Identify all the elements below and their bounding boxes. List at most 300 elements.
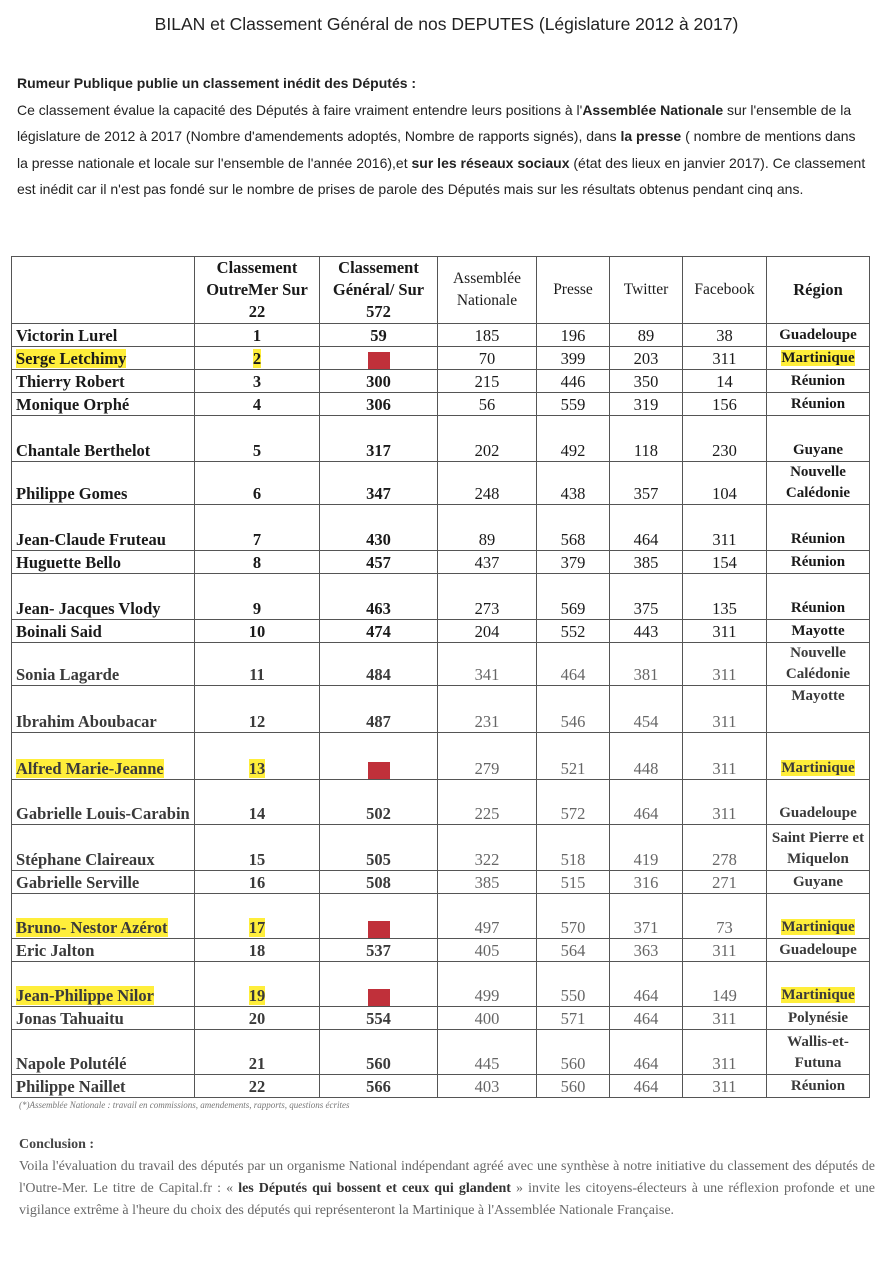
outremer-rank-cell bbox=[195, 733, 320, 780]
region: Mayotte bbox=[791, 688, 845, 704]
general-rank-cell bbox=[320, 825, 438, 871]
twitter-score: 89 bbox=[637, 326, 655, 345]
general-rank: 474 bbox=[366, 622, 391, 641]
twitter-score: 371 bbox=[633, 918, 659, 937]
region-cell bbox=[767, 505, 870, 551]
assemblee-score-cell bbox=[438, 939, 537, 962]
table-row bbox=[12, 643, 870, 686]
twitter-score: 464 bbox=[633, 1054, 659, 1073]
assemblee-score-cell bbox=[438, 825, 537, 871]
facebook-score: 311 bbox=[712, 530, 737, 549]
region: Guadeloupe bbox=[779, 942, 857, 958]
general-rank-cell bbox=[320, 686, 438, 733]
region: Réunion bbox=[790, 531, 846, 547]
intro-bold-reseaux: sur les réseaux sociaux bbox=[411, 154, 570, 171]
region-cell bbox=[767, 574, 870, 620]
general-rank-cell bbox=[320, 393, 438, 416]
presse-score: 492 bbox=[560, 441, 586, 460]
twitter-score: 419 bbox=[633, 850, 659, 869]
twitter-score-cell bbox=[610, 370, 683, 393]
assemblee-score-cell bbox=[438, 505, 537, 551]
table-row bbox=[12, 825, 870, 871]
presse-score-cell bbox=[537, 1007, 610, 1030]
outremer-rank-cell bbox=[195, 370, 320, 393]
general-rank: 457 bbox=[366, 553, 391, 572]
table-row bbox=[12, 574, 870, 620]
presse-score-cell bbox=[537, 686, 610, 733]
header-region: Région bbox=[767, 257, 870, 324]
outremer-rank-cell bbox=[195, 939, 320, 962]
intro-bold-assemblee: Assemblée Nationale bbox=[582, 101, 724, 118]
table-row bbox=[12, 620, 870, 643]
assemblee-score: 385 bbox=[474, 873, 500, 892]
region: Polynésie bbox=[788, 1010, 848, 1026]
table-body bbox=[12, 324, 870, 1098]
presse-score: 564 bbox=[560, 941, 586, 960]
twitter-score-cell bbox=[610, 393, 683, 416]
twitter-score-cell bbox=[610, 939, 683, 962]
region-cell bbox=[767, 939, 870, 962]
facebook-score-cell bbox=[683, 462, 767, 505]
deputy-name: Monique Orphé bbox=[16, 395, 130, 414]
assemblee-score-cell bbox=[438, 871, 537, 894]
assemblee-score: 215 bbox=[474, 372, 500, 391]
header-name bbox=[12, 257, 195, 324]
assemblee-score-cell bbox=[438, 574, 537, 620]
facebook-score-cell bbox=[683, 620, 767, 643]
twitter-score: 381 bbox=[633, 665, 659, 684]
header-outremer: Classement OutreMer Sur 22 bbox=[195, 257, 320, 324]
assemblee-score: 89 bbox=[478, 530, 496, 549]
region: Réunion bbox=[790, 554, 846, 570]
deputy-name-cell bbox=[12, 393, 195, 416]
twitter-score-cell bbox=[610, 1030, 683, 1075]
presse-score-cell bbox=[537, 462, 610, 505]
general-rank: 484 bbox=[366, 665, 391, 684]
table-row bbox=[12, 393, 870, 416]
facebook-score-cell bbox=[683, 780, 767, 825]
redacted-rank-mark bbox=[368, 352, 390, 369]
twitter-score-cell bbox=[610, 780, 683, 825]
deputy-name: Philippe Naillet bbox=[16, 1077, 126, 1096]
redacted-rank-mark bbox=[368, 921, 390, 938]
presse-score-cell bbox=[537, 574, 610, 620]
deputy-name: Boinali Said bbox=[16, 622, 102, 641]
region-cell bbox=[767, 686, 870, 733]
assemblee-score: 56 bbox=[478, 395, 496, 414]
facebook-score: 311 bbox=[712, 1009, 737, 1028]
region-cell bbox=[767, 393, 870, 416]
outremer-rank-cell bbox=[195, 686, 320, 733]
facebook-score: 104 bbox=[712, 484, 737, 503]
presse-score: 569 bbox=[560, 599, 586, 618]
presse-score: 550 bbox=[560, 986, 586, 1005]
assemblee-score: 400 bbox=[474, 1009, 500, 1028]
facebook-score-cell bbox=[683, 894, 767, 939]
twitter-score: 464 bbox=[633, 1077, 659, 1096]
presse-score: 515 bbox=[560, 873, 586, 892]
twitter-score-cell bbox=[610, 620, 683, 643]
outremer-rank: 1 bbox=[252, 326, 262, 345]
outremer-rank: 22 bbox=[248, 1077, 266, 1096]
deputy-name: Napole Polutélé bbox=[16, 1054, 127, 1073]
region: Réunion bbox=[790, 1078, 846, 1094]
table-row bbox=[12, 871, 870, 894]
outremer-rank: 12 bbox=[248, 712, 266, 731]
intro-text-4: (état des lieux en janvier 2017). Ce classement est inédit car il n'est pas fondé sur le nombre de prises de parole des Députés mais sur les résultats obtenus pendant cinq ans. bbox=[17, 154, 866, 197]
presse-score: 572 bbox=[560, 804, 586, 823]
presse-score-cell bbox=[537, 780, 610, 825]
outremer-rank-cell bbox=[195, 894, 320, 939]
twitter-score: 454 bbox=[633, 712, 659, 731]
general-rank-cell bbox=[320, 551, 438, 574]
deputy-name: Victorin Lurel bbox=[16, 326, 118, 345]
table-row bbox=[12, 347, 870, 370]
outremer-rank: 14 bbox=[248, 804, 266, 823]
table-row bbox=[12, 551, 870, 574]
region-cell bbox=[767, 551, 870, 574]
outremer-rank-cell bbox=[195, 551, 320, 574]
presse-score-cell bbox=[537, 643, 610, 686]
outremer-rank: 7 bbox=[252, 530, 262, 549]
table-row bbox=[12, 416, 870, 462]
intro-text-1: Ce classement évalue la capacité des Députés à faire vraiment entendre leurs positions à l' bbox=[17, 101, 583, 118]
deputy-name: Jean- Jacques Vlody bbox=[16, 599, 161, 618]
general-rank-cell bbox=[320, 1075, 438, 1098]
twitter-score-cell bbox=[610, 574, 683, 620]
twitter-score-cell bbox=[610, 686, 683, 733]
region-cell bbox=[767, 620, 870, 643]
table-row bbox=[12, 370, 870, 393]
table-row bbox=[12, 1007, 870, 1030]
region-cell bbox=[767, 962, 870, 1007]
twitter-score: 464 bbox=[633, 986, 659, 1005]
general-rank: 566 bbox=[366, 1077, 391, 1096]
outremer-rank-cell bbox=[195, 347, 320, 370]
outremer-rank: 20 bbox=[248, 1009, 266, 1028]
presse-score-cell bbox=[537, 894, 610, 939]
deputy-name: Ibrahim Aboubacar bbox=[16, 712, 157, 731]
twitter-score: 443 bbox=[633, 622, 659, 641]
outremer-rank-cell bbox=[195, 643, 320, 686]
presse-score-cell bbox=[537, 825, 610, 871]
assemblee-score: 403 bbox=[474, 1077, 500, 1096]
presse-score: 560 bbox=[560, 1077, 586, 1096]
twitter-score-cell bbox=[610, 551, 683, 574]
facebook-score-cell bbox=[683, 733, 767, 780]
region-cell bbox=[767, 462, 870, 505]
twitter-score: 203 bbox=[633, 349, 659, 368]
intro-bold-presse: la presse bbox=[620, 128, 682, 144]
presse-score-cell bbox=[537, 1075, 610, 1098]
region-cell bbox=[767, 324, 870, 347]
page-title: BILAN et Classement Général de nos DEPUTES (Législature 2012 à 2017) bbox=[154, 14, 739, 34]
region-cell bbox=[767, 825, 870, 871]
general-rank-cell bbox=[320, 1030, 438, 1075]
region: Réunion bbox=[790, 396, 846, 412]
general-rank-cell bbox=[320, 871, 438, 894]
facebook-score-cell bbox=[683, 1007, 767, 1030]
deputy-name-cell bbox=[12, 686, 195, 733]
facebook-score-cell bbox=[683, 416, 767, 462]
general-rank: 430 bbox=[366, 530, 391, 549]
header-general: Classement Général/ Sur 572 bbox=[320, 257, 438, 324]
deputy-name-cell bbox=[12, 416, 195, 462]
deputy-name-cell bbox=[12, 894, 195, 939]
table-row bbox=[12, 505, 870, 551]
facebook-score-cell bbox=[683, 643, 767, 686]
outremer-rank: 21 bbox=[248, 1054, 266, 1073]
assemblee-score-cell bbox=[438, 462, 537, 505]
intro-lead: Rumeur Publique publie un classement inédit des Députés : bbox=[17, 75, 417, 91]
assemblee-score-cell bbox=[438, 416, 537, 462]
facebook-score-cell bbox=[683, 347, 767, 370]
region-cell bbox=[767, 871, 870, 894]
outremer-rank-cell bbox=[195, 871, 320, 894]
region-cell bbox=[767, 894, 870, 939]
general-rank: 502 bbox=[366, 804, 391, 823]
facebook-score: 311 bbox=[712, 941, 737, 960]
facebook-score-cell bbox=[683, 370, 767, 393]
presse-score-cell bbox=[537, 733, 610, 780]
outremer-rank-cell bbox=[195, 393, 320, 416]
general-rank-cell bbox=[320, 962, 438, 1007]
header-presse: Presse bbox=[537, 257, 610, 324]
presse-score-cell bbox=[537, 551, 610, 574]
deputy-name-cell bbox=[12, 462, 195, 505]
deputy-name-cell bbox=[12, 1007, 195, 1030]
twitter-score: 350 bbox=[633, 372, 659, 391]
facebook-score: 149 bbox=[712, 986, 737, 1005]
twitter-score-cell bbox=[610, 825, 683, 871]
outremer-rank: 17 bbox=[248, 918, 266, 937]
region: Martinique bbox=[781, 760, 855, 776]
assemblee-score-cell bbox=[438, 393, 537, 416]
deputy-name: Jean-Philippe Nilor bbox=[16, 986, 154, 1005]
outremer-rank: 16 bbox=[248, 873, 266, 892]
facebook-score-cell bbox=[683, 1075, 767, 1098]
twitter-score: 464 bbox=[633, 530, 659, 549]
deputy-name-cell bbox=[12, 620, 195, 643]
facebook-score-cell bbox=[683, 393, 767, 416]
outremer-rank-cell bbox=[195, 1075, 320, 1098]
deputy-name-cell bbox=[12, 505, 195, 551]
twitter-score: 357 bbox=[633, 484, 659, 503]
assemblee-score: 248 bbox=[474, 484, 500, 503]
region: Guyane bbox=[792, 442, 843, 458]
table-header-row bbox=[12, 257, 870, 324]
assemblee-score-cell bbox=[438, 733, 537, 780]
conclusion-text-1: Voila l'évaluation du travail des députés par un organisme National indépendant agréé avec une synthèse à notre initiative du classement des députés de l'Outre-Mer. Le titre de Capital.fr : « bbox=[19, 1159, 875, 1196]
footnote: (*)Assemblée Nationale : travail en commissions, amendements, rapports, questions écrites bbox=[19, 1100, 350, 1110]
facebook-score: 154 bbox=[712, 553, 737, 572]
facebook-score-cell bbox=[683, 551, 767, 574]
presse-score-cell bbox=[537, 939, 610, 962]
facebook-score: 230 bbox=[712, 441, 737, 460]
assemblee-score-cell bbox=[438, 551, 537, 574]
facebook-score: 311 bbox=[712, 665, 737, 684]
facebook-score: 311 bbox=[712, 804, 737, 823]
deputy-name-cell bbox=[12, 574, 195, 620]
deputy-name-cell bbox=[12, 825, 195, 871]
assemblee-score-cell bbox=[438, 962, 537, 1007]
twitter-score-cell bbox=[610, 1075, 683, 1098]
intro-text-2: sur l'ensemble de la législature de 2012 à 2017 (Nombre d'amendements adoptés, Nombre de rapports signés), dans bbox=[17, 101, 852, 144]
general-rank: 487 bbox=[366, 712, 391, 731]
deputy-name-cell bbox=[12, 370, 195, 393]
assemblee-score: 202 bbox=[474, 441, 500, 460]
deputy-name: Philippe Gomes bbox=[16, 484, 128, 503]
outremer-rank: 6 bbox=[252, 484, 262, 503]
redacted-rank-mark bbox=[368, 989, 390, 1006]
assemblee-score-cell bbox=[438, 370, 537, 393]
presse-score: 560 bbox=[560, 1054, 586, 1073]
twitter-score-cell bbox=[610, 347, 683, 370]
twitter-score: 319 bbox=[633, 395, 659, 414]
outremer-rank: 10 bbox=[248, 622, 266, 641]
deputy-name: Jonas Tahuaitu bbox=[16, 1009, 124, 1028]
facebook-score: 278 bbox=[712, 850, 737, 869]
deputy-name: Serge Letchimy bbox=[16, 349, 127, 368]
presse-score: 464 bbox=[560, 665, 586, 684]
presse-score-cell bbox=[537, 871, 610, 894]
deputy-name: Huguette Bello bbox=[16, 553, 121, 572]
presse-score-cell bbox=[537, 620, 610, 643]
general-rank: 505 bbox=[366, 850, 391, 869]
presse-score-cell bbox=[537, 416, 610, 462]
assemblee-score-cell bbox=[438, 347, 537, 370]
table-row bbox=[12, 939, 870, 962]
region: Mayotte bbox=[791, 623, 845, 639]
assemblee-score-cell bbox=[438, 1075, 537, 1098]
deputy-name: Eric Jalton bbox=[16, 941, 95, 960]
region: Réunion bbox=[790, 373, 846, 389]
outremer-rank: 4 bbox=[252, 395, 262, 414]
presse-score: 518 bbox=[560, 850, 586, 869]
assemblee-score: 185 bbox=[474, 326, 500, 345]
deputy-name-cell bbox=[12, 1075, 195, 1098]
region-cell bbox=[767, 347, 870, 370]
deputies-ranking-table bbox=[11, 256, 870, 1098]
general-rank-cell bbox=[320, 416, 438, 462]
conclusion-text-2: » invite les citoyens-électeurs à une réflexion profonde et une vigilance extrême à l'heure du choix des députés qui représenteront la Martinique à l'Assemblée Nationale Française. bbox=[19, 1181, 875, 1218]
deputy-name: Stéphane Claireaux bbox=[16, 850, 155, 869]
header-twitter: Twitter bbox=[610, 257, 683, 324]
outremer-rank-cell bbox=[195, 505, 320, 551]
region-cell bbox=[767, 780, 870, 825]
region: Martinique bbox=[781, 919, 855, 935]
region-cell bbox=[767, 416, 870, 462]
region-cell bbox=[767, 1075, 870, 1098]
assemblee-score: 437 bbox=[474, 553, 500, 572]
deputy-name: Thierry Robert bbox=[16, 372, 125, 391]
presse-score: 438 bbox=[560, 484, 586, 503]
outremer-rank-cell bbox=[195, 1030, 320, 1075]
outremer-rank: 8 bbox=[252, 553, 262, 572]
redacted-rank-mark bbox=[368, 762, 390, 779]
region: Wallis-et-Futuna bbox=[787, 1034, 849, 1071]
region-cell bbox=[767, 733, 870, 780]
facebook-score: 311 bbox=[712, 1077, 737, 1096]
deputy-name: Chantale Berthelot bbox=[16, 441, 151, 460]
facebook-score: 311 bbox=[712, 1054, 737, 1073]
outremer-rank: 2 bbox=[252, 349, 262, 368]
twitter-score-cell bbox=[610, 733, 683, 780]
deputy-name: Bruno- Nestor Azérot bbox=[16, 918, 168, 937]
region: Guadeloupe bbox=[779, 327, 857, 343]
deputy-name: Gabrielle Serville bbox=[16, 873, 140, 892]
outremer-rank-cell bbox=[195, 825, 320, 871]
general-rank-cell bbox=[320, 574, 438, 620]
assemblee-score: 279 bbox=[474, 759, 500, 778]
facebook-score: 38 bbox=[716, 326, 733, 345]
facebook-score-cell bbox=[683, 324, 767, 347]
presse-score: 521 bbox=[560, 759, 586, 778]
outremer-rank-cell bbox=[195, 324, 320, 347]
table-row bbox=[12, 962, 870, 1007]
deputy-name-cell bbox=[12, 347, 195, 370]
assemblee-score: 497 bbox=[474, 918, 500, 937]
general-rank-cell bbox=[320, 643, 438, 686]
assemblee-score-cell bbox=[438, 780, 537, 825]
assemblee-score: 273 bbox=[474, 599, 500, 618]
table-row bbox=[12, 462, 870, 505]
presse-score-cell bbox=[537, 962, 610, 1007]
general-rank-cell bbox=[320, 939, 438, 962]
assemblee-score: 70 bbox=[478, 349, 496, 368]
facebook-score-cell bbox=[683, 825, 767, 871]
assemblee-score: 499 bbox=[474, 986, 500, 1005]
deputy-name: Jean-Claude Fruteau bbox=[16, 530, 166, 549]
presse-score: 571 bbox=[560, 1009, 586, 1028]
assemblee-score: 204 bbox=[474, 622, 500, 641]
facebook-score: 311 bbox=[712, 712, 737, 731]
facebook-score-cell bbox=[683, 962, 767, 1007]
facebook-score: 156 bbox=[712, 395, 737, 414]
outremer-rank-cell bbox=[195, 1007, 320, 1030]
assemblee-score-cell bbox=[438, 894, 537, 939]
presse-score-cell bbox=[537, 1030, 610, 1075]
twitter-score: 464 bbox=[633, 804, 659, 823]
header-facebook: Facebook bbox=[683, 257, 767, 324]
presse-score: 570 bbox=[560, 918, 586, 937]
presse-score-cell bbox=[537, 347, 610, 370]
facebook-score: 311 bbox=[712, 622, 737, 641]
twitter-score-cell bbox=[610, 505, 683, 551]
deputy-name: Sonia Lagarde bbox=[16, 665, 120, 684]
intro-text-3: ( nombre de mentions dans la presse nationale et locale sur l'ensemble de l'année 2016),et bbox=[17, 128, 856, 171]
table-row bbox=[12, 324, 870, 347]
outremer-rank: 5 bbox=[252, 441, 262, 460]
table-row bbox=[12, 894, 870, 939]
presse-score-cell bbox=[537, 370, 610, 393]
assemblee-score-cell bbox=[438, 1030, 537, 1075]
assemblee-score: 341 bbox=[474, 665, 500, 684]
outremer-rank-cell bbox=[195, 620, 320, 643]
general-rank-cell bbox=[320, 462, 438, 505]
outremer-rank: 15 bbox=[248, 850, 266, 869]
general-rank: 508 bbox=[366, 873, 391, 892]
deputy-name: Alfred Marie-Jeanne bbox=[16, 759, 164, 778]
twitter-score-cell bbox=[610, 871, 683, 894]
facebook-score: 271 bbox=[712, 873, 737, 892]
region: Martinique bbox=[781, 987, 855, 1003]
assemblee-score: 405 bbox=[474, 941, 500, 960]
general-rank-cell bbox=[320, 1007, 438, 1030]
twitter-score: 118 bbox=[633, 441, 659, 460]
table-row bbox=[12, 780, 870, 825]
general-rank-cell bbox=[320, 780, 438, 825]
